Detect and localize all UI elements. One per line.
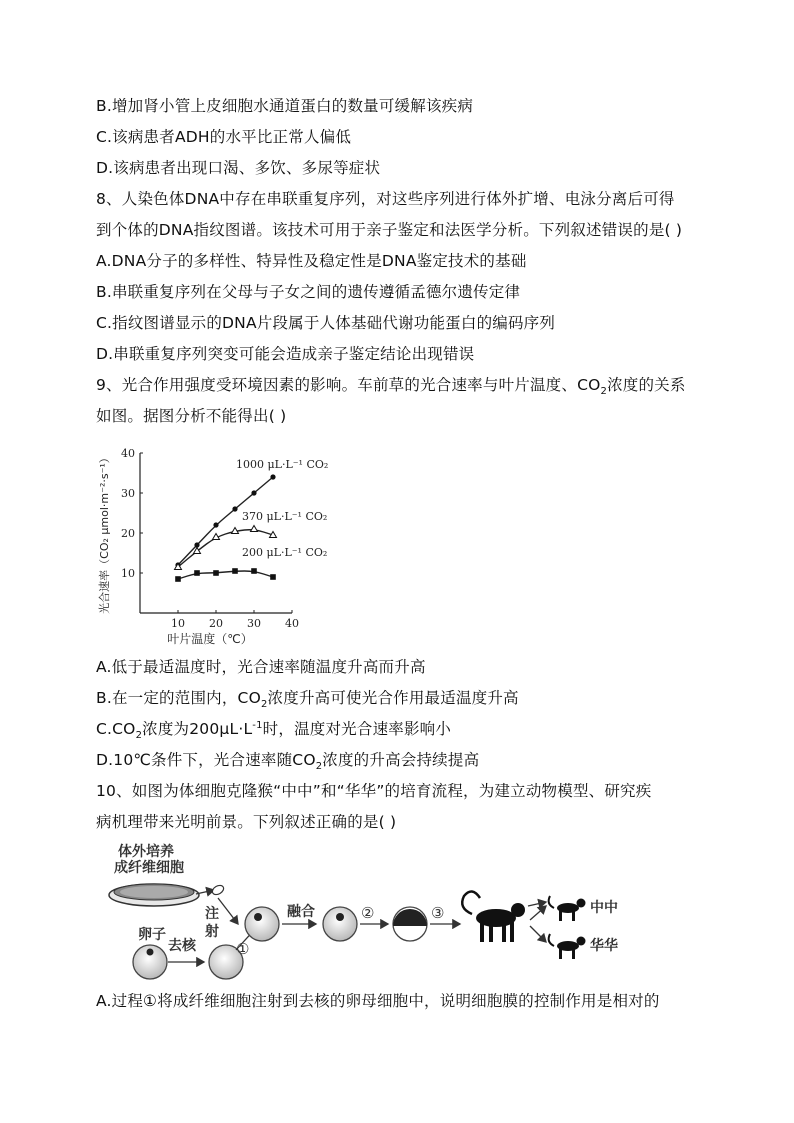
culture-label-1: 体外培养 [118,844,174,860]
culture-label-2: 成纤维细胞 [114,860,184,876]
series-line [178,571,273,579]
egg-label: 卵子 [138,927,166,943]
data-point [251,490,256,495]
fused-cell-icon [323,907,357,941]
series-label: 370 μL·L⁻¹ CO₂ [242,510,328,523]
enucleate-label: 去核 [168,938,196,954]
x-axis-label: 叶片温度（℃） [167,632,253,645]
monkey-label-1: 中中 [590,900,618,916]
q7-option-b: B.增加肾小管上皮细胞水通道蛋白的数量可缓解该疾病 [96,97,474,115]
y-tick-label: 40 [121,447,135,460]
embryo-icon [393,907,427,941]
q9-option-b: B.在一定的范围内，$CO_2$浓度升高可使光合作用最适温度升高 [96,689,519,711]
y-axis-label: 光合速率（CO₂ μmol·m⁻²·s⁻¹） [98,452,111,614]
cloning-process-figure [96,840,656,985]
x-tick-label: 40 [285,617,299,630]
q8-option-d: D.串联重复序列突变可能会造成亲子鉴定结论出现错误 [96,345,475,363]
q10-option-a: A.过程①将成纤维细胞注射到去核的卵母细胞中，说明细胞膜的控制作用是相对的 [96,992,660,1010]
data-point [232,506,237,511]
data-point [194,570,200,576]
q9-stem-line1: 9、光合作用强度受环境因素的影响。车前草的光合速率与叶片温度、$CO_2$浓度的关系 [96,376,686,398]
y-tick-label: 30 [121,487,135,500]
data-point [270,474,275,479]
injected-cell-icon [245,907,279,941]
y-tick-label: 20 [121,527,135,540]
inject-label-1: 注 [205,906,219,922]
q8-option-a: A.DNA分子的多样性、特异性及稳定性是DNA鉴定技术的基础 [96,252,527,270]
series-label: 1000 μL·L⁻¹ CO₂ [236,458,329,471]
q10-stem-line2: 病机理带来光明前景。下列叙述正确的是( ) [96,813,397,831]
q8-option-c: C.指纹图谱显示的DNA片段属于人体基础代谢功能蛋白的编码序列 [96,314,556,332]
data-point [232,568,238,574]
x-tick-label: 20 [209,617,223,630]
inject-label-2: 射 [205,924,219,940]
data-point [251,526,258,532]
petri-dish-icon [109,884,199,906]
data-point [213,570,219,576]
data-point [213,522,218,527]
baby-monkey-1-icon [549,896,586,921]
step-3-marker: ③ [431,904,445,922]
baby-monkey-2-icon [549,934,586,959]
step-1-marker: ① [236,940,250,958]
q9-option-d: D.10℃条件下，光合速率随$CO_2$浓度的升高会持续提高 [96,751,480,773]
q7-option-d: D.该病患者出现口渴、多饮、多尿等症状 [96,159,381,177]
q8-option-b: B.串联重复序列在父母与子女之间的遗传遵循孟德尔遗传定律 [96,283,521,301]
egg-cell-icon [133,945,167,979]
q8-stem-line2: 到个体的DNA指纹图谱。该技术可用于亲子鉴定和法医学分析。下列叙述错误的是( ) [96,221,683,239]
step-2-marker: ② [361,904,375,922]
fuse-label: 融合 [287,904,315,920]
series-label: 200 μL·L⁻¹ CO₂ [242,546,328,559]
q9-stem-line2: 如图。据图分析不能得出( ) [96,407,287,425]
pipette-icon [211,884,225,897]
y-tick-label: 10 [121,567,135,580]
data-point [251,568,257,574]
q9-option-c: $C.CO_2$浓度为$200\mu L\cdot L^{-1}$时，温度对光合速率影响小 [96,719,452,742]
q9-option-a: A.低于最适温度时，光合速率随温度升高而升高 [96,658,426,676]
q7-option-c: C.该病患者ADH的水平比正常人偏低 [96,128,352,146]
photosynthesis-chart [96,440,346,645]
x-tick-label: 30 [247,617,261,630]
monkey-label-2: 华华 [590,938,618,954]
q8-stem-line1: 8、人染色体DNA中存在串联重复序列，对这些序列进行体外扩增、电泳分离后可得 [96,190,675,208]
data-point [175,576,181,582]
x-tick-label: 10 [171,617,185,630]
adult-monkey-icon [462,891,525,942]
data-point [270,574,276,580]
q10-stem-line1: 10、如图为体细胞克隆猴“中中”和“华华”的培育流程，为建立动物模型、研究疾 [96,782,652,800]
